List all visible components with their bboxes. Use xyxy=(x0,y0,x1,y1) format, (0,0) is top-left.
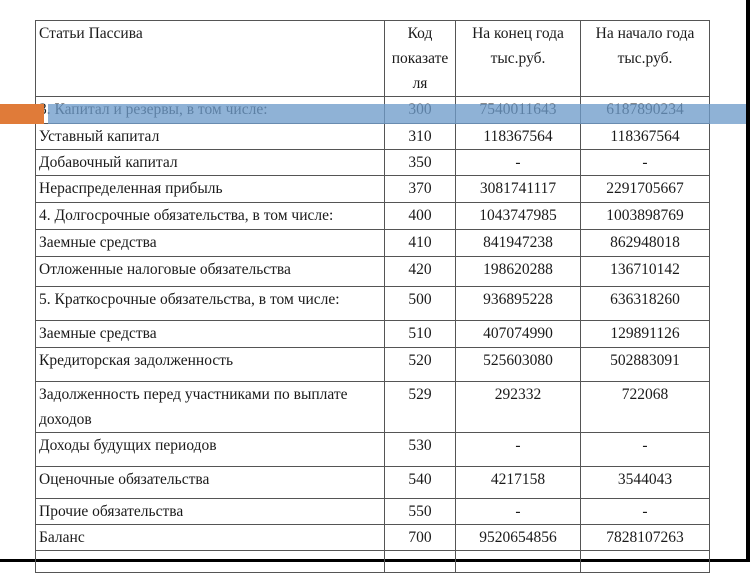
table-row xyxy=(36,525,710,551)
table-row xyxy=(36,382,710,433)
row-start-of-year: 136710142 xyxy=(581,257,710,287)
row-end-of-year: 9520654856 xyxy=(456,525,581,551)
row-end-of-year: 118367564 xyxy=(456,124,581,150)
row-item-name: Добавочный капитал xyxy=(36,150,385,176)
table-row xyxy=(36,230,710,257)
row-code: 350 xyxy=(385,150,456,176)
header-start-of-year: На начало года тыс.руб. xyxy=(581,21,710,97)
table-row xyxy=(36,321,710,348)
row-end-of-year: 1043747985 xyxy=(456,203,581,230)
header-end-of-year: На конец года тыс.руб. xyxy=(456,21,581,97)
row-code: 370 xyxy=(385,176,456,203)
row-code: 530 xyxy=(385,433,456,467)
row-item-name: Заемные средства xyxy=(36,321,385,348)
row-code: 550 xyxy=(385,499,456,525)
row-start-of-year: 1003898769 xyxy=(581,203,710,230)
row-start-of-year: - xyxy=(581,433,710,467)
decorative-orange-bar xyxy=(0,104,44,124)
row-code: 420 xyxy=(385,257,456,287)
row-item-name: Кредиторская задолженность xyxy=(36,348,385,382)
row-code: 540 xyxy=(385,467,456,499)
row-start-of-year: 129891126 xyxy=(581,321,710,348)
table-row xyxy=(36,176,710,203)
row-code: 700 xyxy=(385,525,456,551)
row-item-name: Прочие обязательства xyxy=(36,499,385,525)
balance-liabilities-table xyxy=(35,20,710,573)
row-start-of-year: 118367564 xyxy=(581,124,710,150)
row-start-of-year: 722068 xyxy=(581,382,710,433)
row-item-name: 4. Долгосрочные обязательства, в том числе: xyxy=(36,203,385,230)
row-start-of-year: 7828107263 xyxy=(581,525,710,551)
row-end-of-year: - xyxy=(456,150,581,176)
row-item-name: Задолженность перед участниками по выплате доходов xyxy=(36,382,385,433)
decorative-blue-bar xyxy=(48,104,746,124)
header-code: Код показате ля xyxy=(385,21,456,97)
table-header-row xyxy=(36,21,710,97)
row-code: 500 xyxy=(385,287,456,321)
row-item-name: Оценочные обязательства xyxy=(36,467,385,499)
row-code: 520 xyxy=(385,348,456,382)
row-end-of-year: 407074990 xyxy=(456,321,581,348)
row-end-of-year: 525603080 xyxy=(456,348,581,382)
row-item-name: Нераспределенная прибыль xyxy=(36,176,385,203)
row-code: 410 xyxy=(385,230,456,257)
row-start-of-year: 502883091 xyxy=(581,348,710,382)
row-code: 400 xyxy=(385,203,456,230)
table-row xyxy=(36,257,710,287)
row-end-of-year: 292332 xyxy=(456,382,581,433)
row-item-name: 5. Краткосрочные обязательства, в том числе: xyxy=(36,287,385,321)
row-code: 529 xyxy=(385,382,456,433)
table-row xyxy=(36,467,710,499)
table-row xyxy=(36,433,710,467)
row-end-of-year: 4217158 xyxy=(456,467,581,499)
header-items: Статьи Пассива xyxy=(36,21,385,97)
row-code: 510 xyxy=(385,321,456,348)
row-end-of-year: 936895228 xyxy=(456,287,581,321)
row-item-name: Заемные средства xyxy=(36,230,385,257)
row-item-name: Отложенные налоговые обязательства xyxy=(36,257,385,287)
table-row xyxy=(36,499,710,525)
row-end-of-year: - xyxy=(456,433,581,467)
table-row xyxy=(36,150,710,176)
row-item-name: 3. xyxy=(36,97,385,124)
row-item-name: Доходы будущих периодов xyxy=(36,433,385,467)
table-row xyxy=(36,124,710,150)
table-row xyxy=(36,203,710,230)
row-start-of-year: 636318260 xyxy=(581,287,710,321)
row-end-of-year: 3081741117 xyxy=(456,176,581,203)
slide-right-edge xyxy=(746,0,750,562)
row-end-of-year: - xyxy=(456,499,581,525)
row-start-of-year: - xyxy=(581,499,710,525)
row-start-of-year: 862948018 xyxy=(581,230,710,257)
row-end-of-year: 841947238 xyxy=(456,230,581,257)
row-item-name: Баланс xyxy=(36,525,385,551)
row-start-of-year: 3544043 xyxy=(581,467,710,499)
row-item-name: Уставный капитал xyxy=(36,124,385,150)
row-start-of-year: - xyxy=(581,150,710,176)
table-row xyxy=(36,348,710,382)
row-code: 310 xyxy=(385,124,456,150)
table-row xyxy=(36,287,710,321)
row-end-of-year: 198620288 xyxy=(456,257,581,287)
row-start-of-year: 2291705667 xyxy=(581,176,710,203)
